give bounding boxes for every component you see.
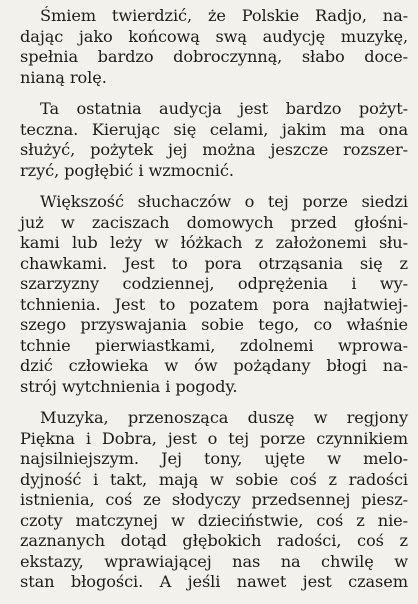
text-line: szarzyzny codziennej, odprężenia i wy- — [20, 274, 408, 293]
text-line: teczna. Kierując się celami, jakim ma ona — [20, 119, 408, 139]
text-line: tchnie pierwiastkami, zdolnemi wprowa- — [20, 335, 408, 355]
text-line: stan błogości. A jeśli nawet jest czasem — [20, 572, 408, 591]
text-line: służyć, pożytek jej można jeszcze rozszer- — [20, 140, 408, 159]
text-line: Piękna i Dobra, jest o tej porze czynnikiem — [20, 428, 408, 448]
text-line: już w zaciszach domowych przed głośni- — [20, 212, 408, 232]
text-line: ekstazy, wprawiającej nas na chwilę w — [20, 551, 408, 571]
paragraph-4 — [20, 408, 408, 593]
paragraph-2 — [20, 99, 408, 181]
text-line: nianą rolę. — [20, 67, 107, 87]
text-line: spełnia bardzo dobroczynną, słabo doce- — [20, 47, 408, 66]
text-line: Ta ostatnia audycja jest bardzo pożyt- — [40, 99, 408, 118]
text-line: dyjność i takt, mają w sobie coś z radości — [20, 469, 408, 489]
text-line: szego przyswajania sobie tego, co właśnie — [20, 315, 408, 334]
paragraph-1 — [20, 6, 408, 88]
text-line: rzyć, pogłębić i wzmocnić. — [20, 160, 234, 180]
text-line: strój wytchnienia i pogody. — [20, 376, 238, 396]
text-line: dając jako końcową swą audycję muzykę, — [20, 26, 408, 46]
text-line: najsilniejszym. Jej tony, ujęte w melo- — [20, 449, 408, 468]
text-line: Muzyka, przenosząca duszę w regjony — [40, 408, 408, 427]
text-line: dzić człowieka w ów pożądany błogi na- — [20, 356, 408, 375]
text-line: istnienia, coś ze słodyczy przedsennej piesz- — [20, 490, 408, 509]
paragraph-3 — [20, 192, 408, 397]
text-line: Śmiem twierdzić, że Polskie Radjo, na- — [40, 6, 408, 25]
text-line: chawkami. Jest to pora otrząsania się z — [20, 253, 408, 273]
text-line: czoty matczynej w dzieciństwie, coś z nie- — [20, 510, 408, 530]
text-line: zaznanych dotąd głębokich radości, coś z — [20, 531, 408, 550]
text-column — [20, 6, 408, 604]
text-line: Większość słuchaczów o tej porze siedzi — [40, 192, 408, 211]
text-line: kami lub leży w łóżkach z założonemi słu- — [20, 233, 408, 252]
text-line: tchnienia. Jest to pozatem pora najłatwiej- — [20, 294, 408, 314]
